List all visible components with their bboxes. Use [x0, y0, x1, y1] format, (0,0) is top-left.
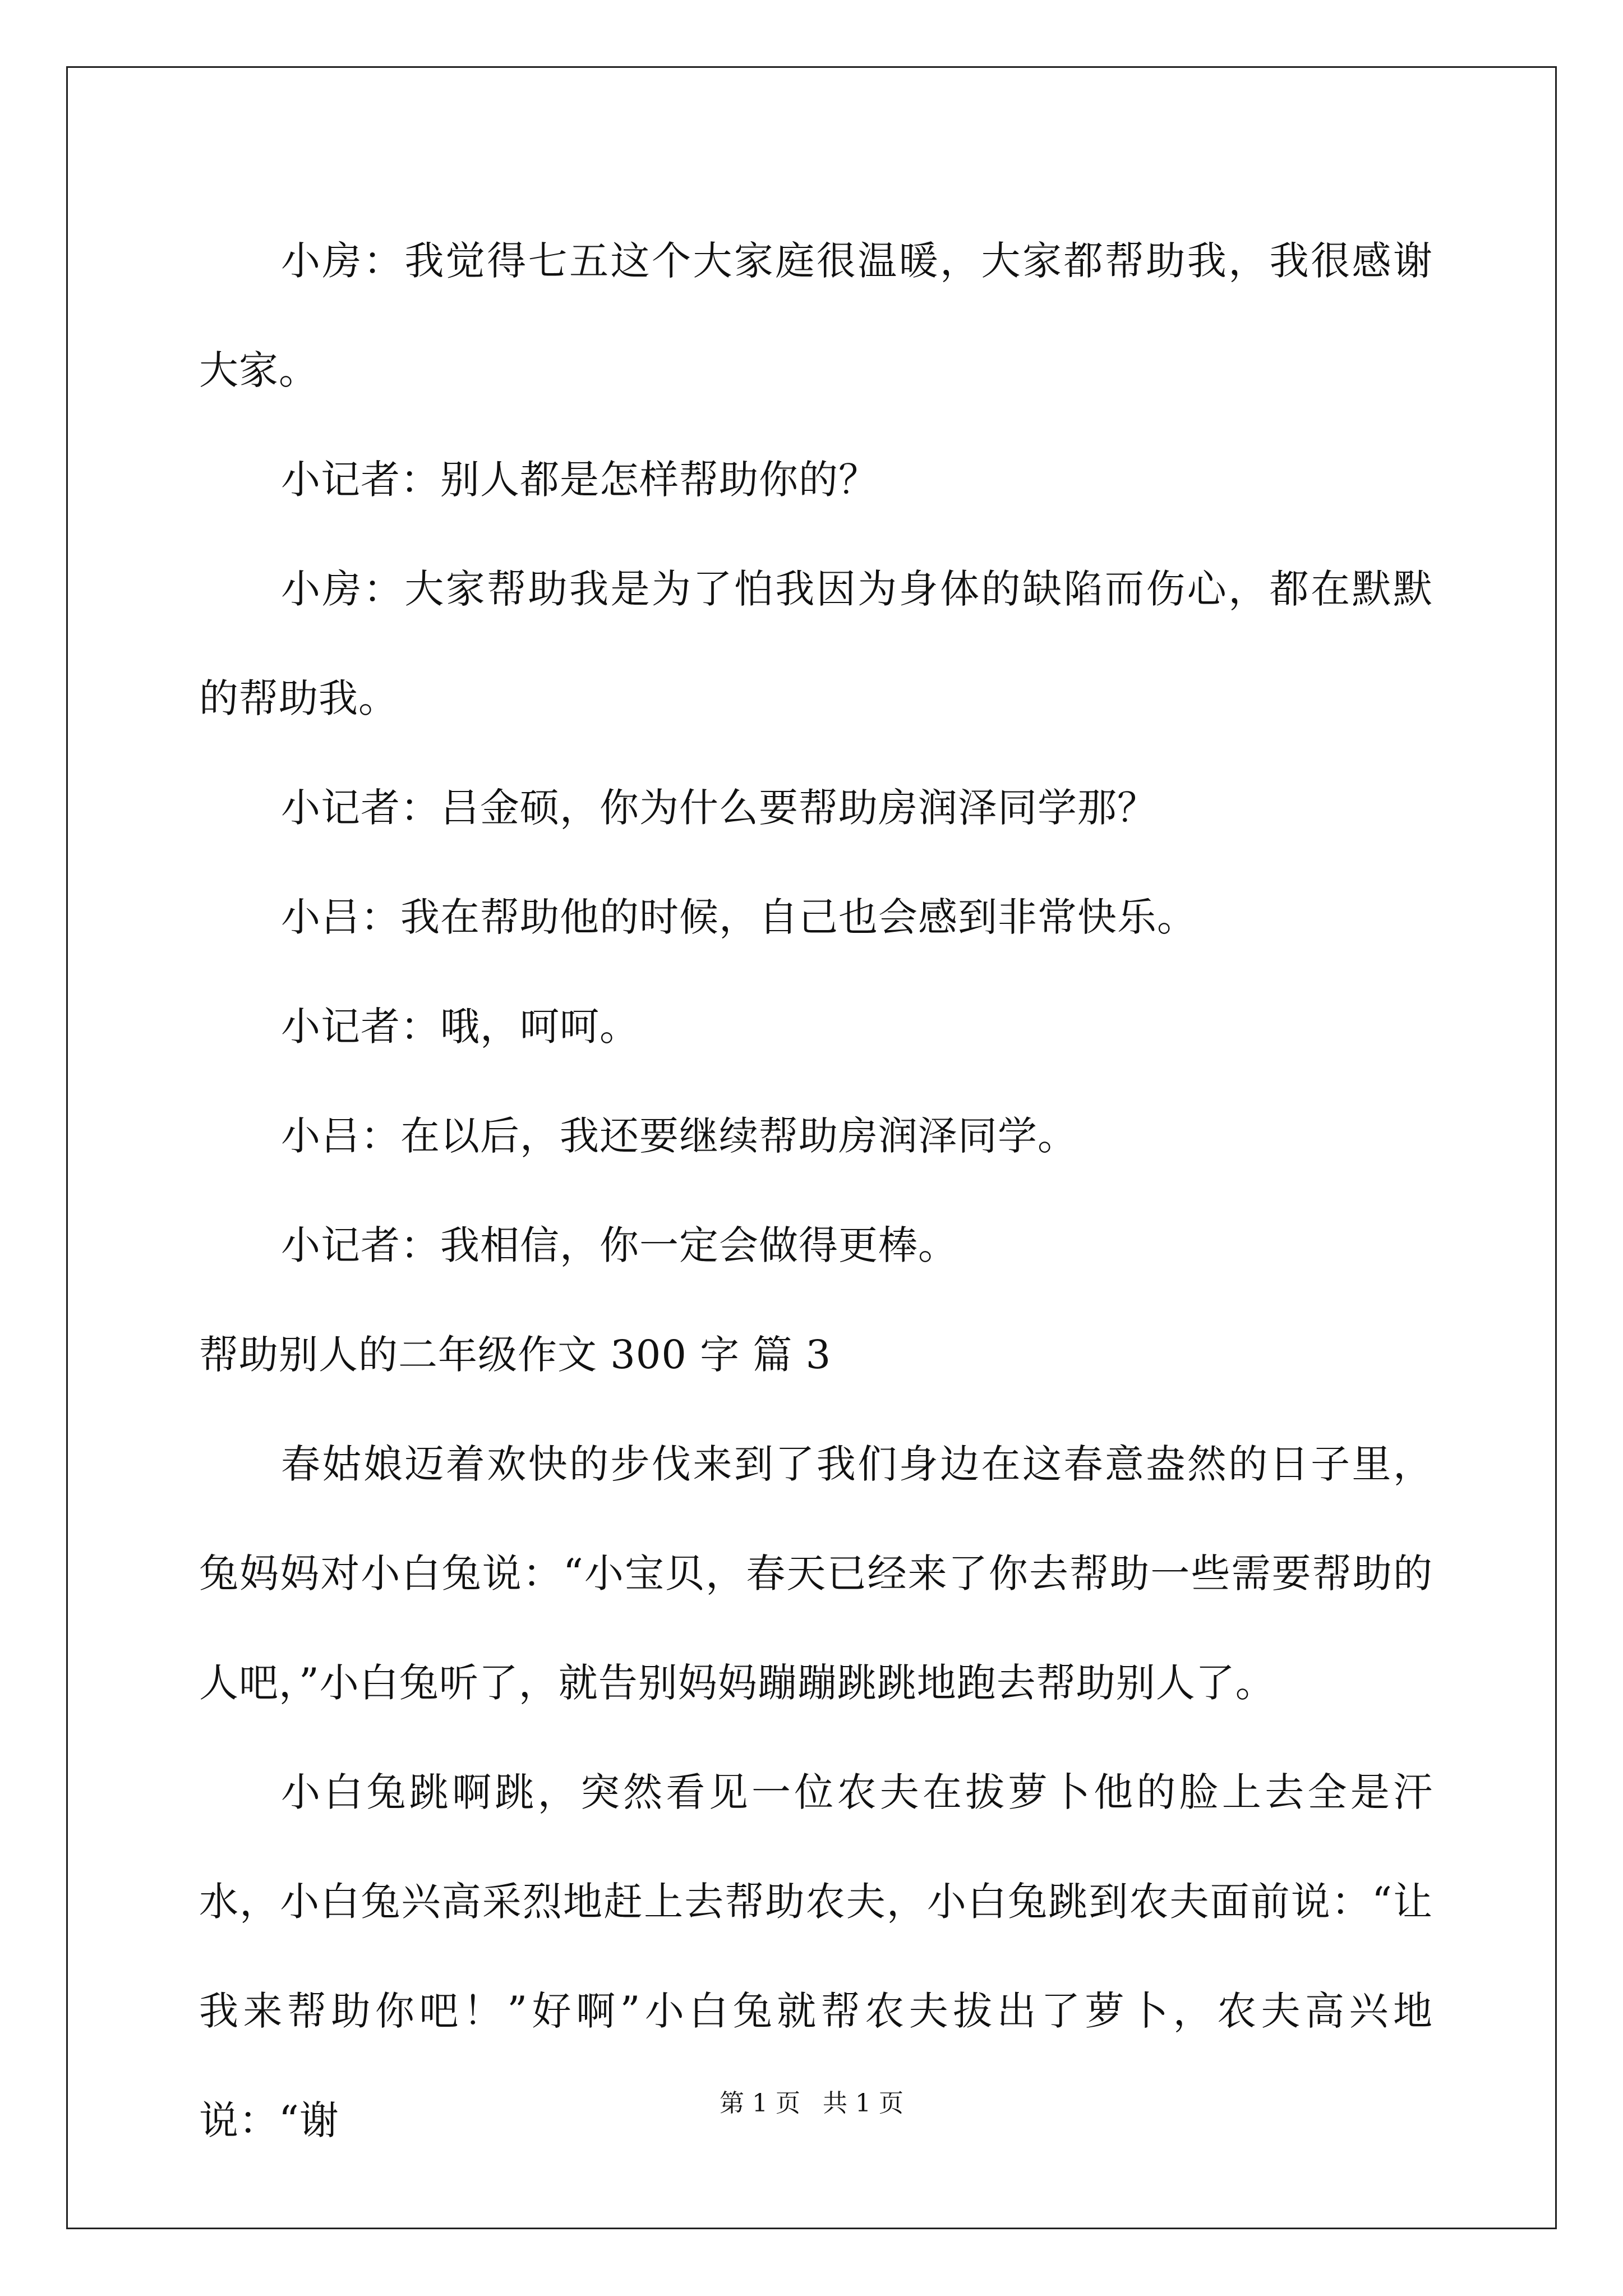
- page-total: 共 1 页: [823, 2089, 903, 2118]
- paragraph: 小吕：我在帮助他的时候，自己也会感到非常快乐。: [281, 894, 1197, 940]
- section-heading: 帮助别人的二年级作文 300 字 篇 3: [199, 1332, 832, 1378]
- paragraph: 小吕：在以后，我还要继续帮助房润泽同学。: [281, 1113, 1077, 1159]
- paragraph: 小房：大家帮助我是为了怕我因为身体的缺陷而伤心，都在默默的帮助我。: [199, 566, 1433, 721]
- paragraph: 小房：我觉得七五这个大家庭很温暖，大家都帮助我，我很感谢大家。: [199, 238, 1433, 393]
- paragraph: 小记者：我相信，你一定会做得更棒。: [281, 1222, 958, 1268]
- paragraph: 小记者：哦，呵呵。: [281, 1004, 639, 1050]
- page-footer: [0, 2087, 1623, 2120]
- document-body: [199, 206, 1433, 2175]
- paragraph: 小记者：别人都是怎样帮助你的？: [281, 457, 878, 503]
- paragraph: 小白兔跳啊跳，突然看见一位农夫在拔萝卜他的脸上去全是汗水，小白兔兴高采烈地赶上去帮助农夫，小白兔跳到农夫面前说：“让我来帮助你吧！”好啊”小白兔就帮农夫拔出了萝卜，农夫高兴地说：“谢: [199, 1769, 1433, 2143]
- page-number: 第 1 页: [720, 2089, 800, 2118]
- paragraph: 春姑娘迈着欢快的步伐来到了我们身边在这春意盎然的日子里，兔妈妈对小白兔说：“小宝贝，春天已经来了你去帮助一些需要帮助的人吧，”小白兔听了，就告别妈妈蹦蹦跳跳地跑去帮助别人了。: [199, 1441, 1433, 1706]
- paragraph: 小记者：吕金硕，你为什么要帮助房润泽同学那？: [281, 785, 1157, 831]
